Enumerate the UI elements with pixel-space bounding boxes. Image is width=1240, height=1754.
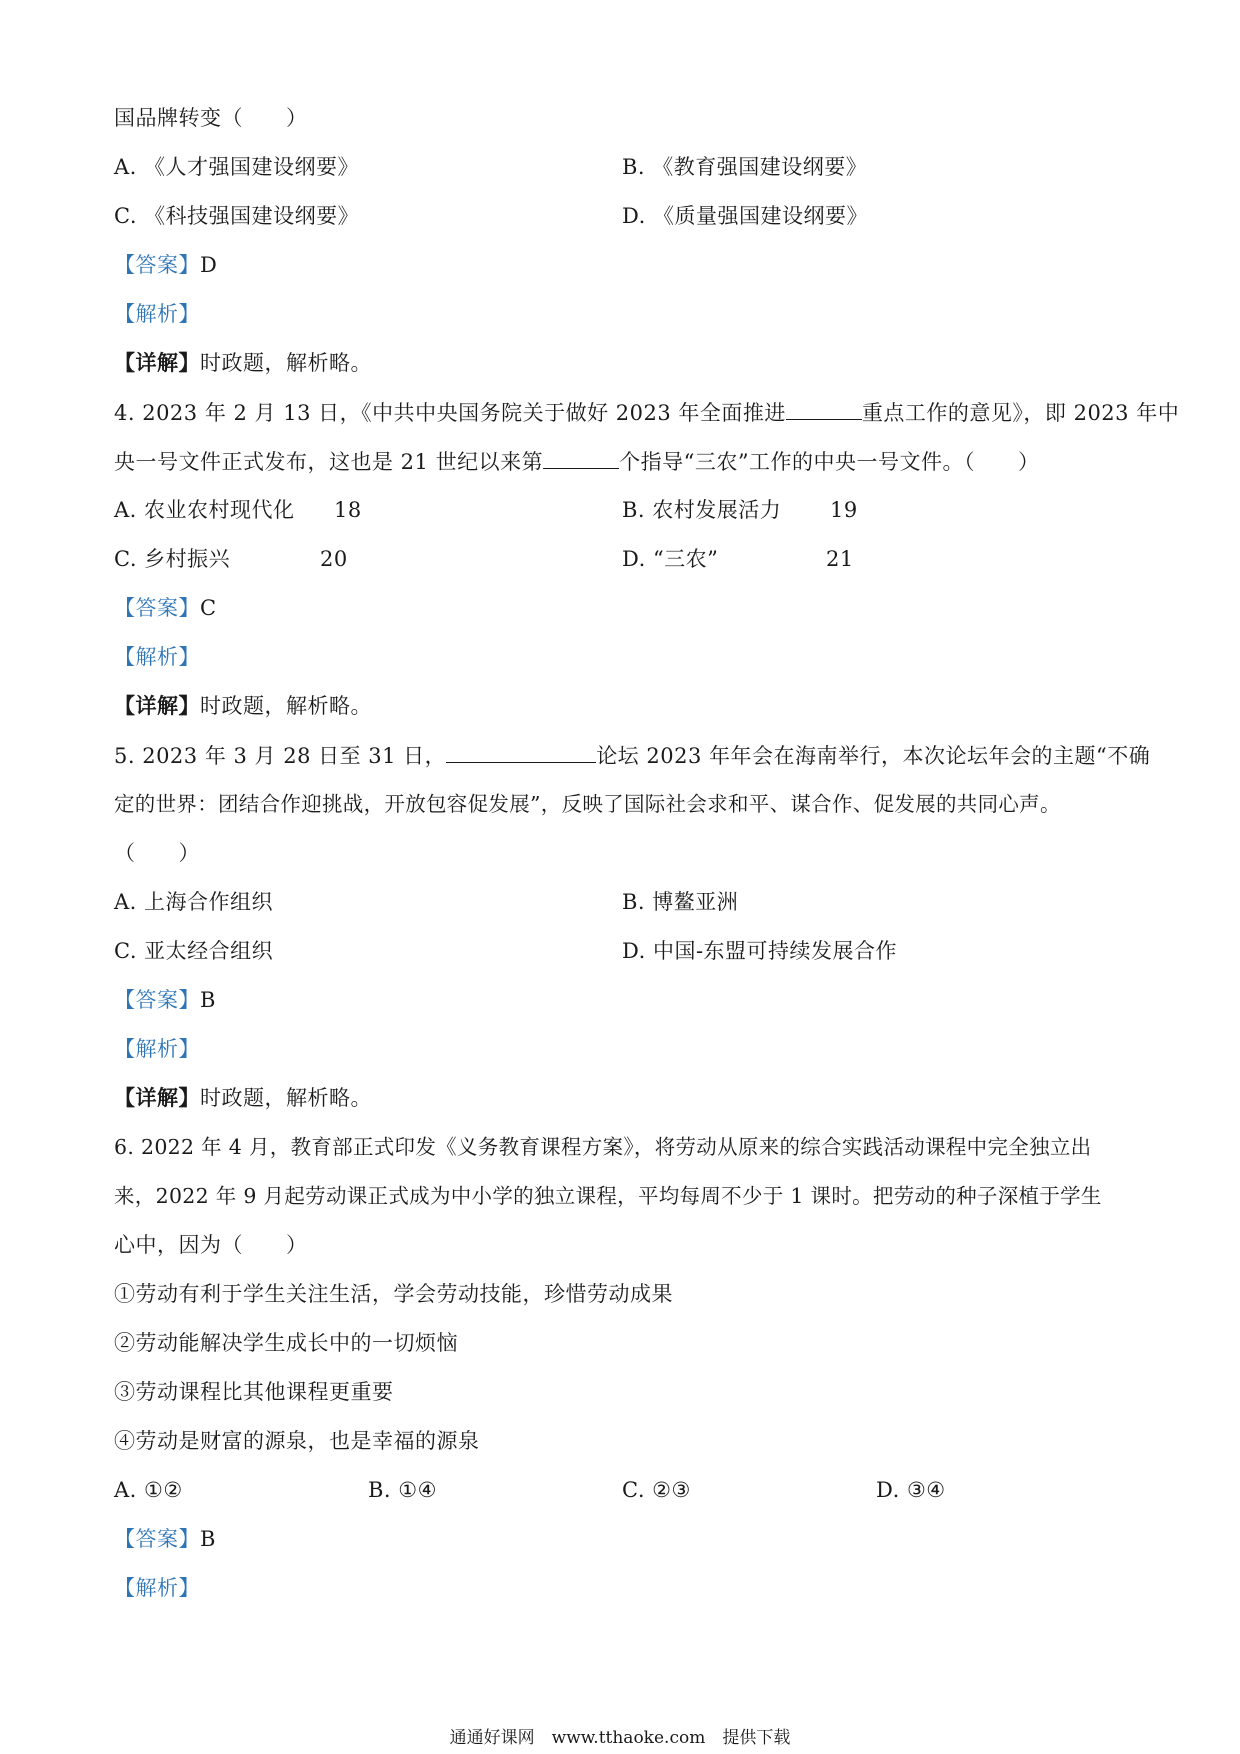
q5-stem-line1	[114, 740, 1150, 771]
q3-stem-tail: 国品牌转变（ ）	[114, 106, 308, 130]
q4-option-d: D. “三农”	[622, 547, 719, 571]
q4-stem-line1	[114, 397, 1179, 428]
detail-label: 【详解】	[114, 1085, 200, 1110]
q6-statement-2: ②劳动能解决学生成长中的一切烦恼	[114, 1331, 458, 1355]
q5-stem-part: 5. 2023 年 3 月 28 日至 31 日，	[114, 744, 447, 768]
q6-option-a: A. ①②	[114, 1478, 183, 1502]
q4-option-b: B. 农村发展活力	[622, 498, 782, 522]
q6-statement-1: ①劳动有利于学生关注生活，学会劳动技能，珍惜劳动成果	[114, 1282, 673, 1306]
q6-option-c: C. ②③	[622, 1478, 691, 1502]
q5-option-a: A. 上海合作组织	[114, 890, 274, 914]
q5-stem-line3: （ ）	[114, 841, 200, 865]
answer-label: 【答案】	[114, 988, 200, 1012]
q5-detail	[114, 1083, 372, 1113]
q3-analysis	[114, 299, 200, 329]
detail-text: 时政题，解析略。	[200, 1086, 372, 1110]
q3-answer	[114, 250, 217, 280]
q5-stem-line2: 定的世界：团结合作迎挑战，开放包容促发展”，反映了国际社会求和平、谋合作、促发展的共同心声。	[114, 792, 1061, 816]
q4-option-a	[114, 495, 295, 525]
detail-label: 【详解】	[114, 693, 200, 718]
answer-value: C	[200, 596, 217, 620]
q6-stem-line2: 来，2022 年 9 月起劳动课正式成为中小学的独立课程，平均每周不少于 1 课时。把劳动的种子深植于学生	[114, 1184, 1102, 1208]
q6-stem-line1: 6. 2022 年 4 月，教育部正式印发《义务教育课程方案》，将劳动从原来的综合实践活动课程中完全独立出	[114, 1135, 1092, 1159]
answer-label: 【答案】	[114, 253, 200, 277]
q6-analysis	[114, 1573, 200, 1603]
answer-value: B	[200, 1527, 216, 1551]
q3-option-a: A. 《人才强国建设纲要》	[114, 155, 360, 179]
q4-option-a-number: 18	[334, 498, 362, 522]
q4-answer	[114, 593, 217, 623]
q6-statement-4: ④劳动是财富的源泉，也是幸福的源泉	[114, 1429, 480, 1453]
q4-stem-part: 重点工作的意见》，即 2023 年中	[861, 401, 1180, 425]
q6-option-d: D. ③④	[876, 1478, 946, 1502]
q3-detail	[114, 348, 372, 378]
q4-stem-part: 4. 2023 年 2 月 13 日，《中共中央国务院关于做好 2023 年全面推进	[114, 401, 786, 425]
q4-stem-part: 央一号文件正式发布，这也是 21 世纪以来第	[114, 450, 544, 474]
option-text: A. 农业农村现代化	[114, 498, 295, 522]
detail-text: 时政题，解析略。	[200, 694, 372, 718]
answer-value: B	[200, 988, 216, 1012]
detail-text: 时政题，解析略。	[200, 351, 372, 375]
analysis-label: 【解析】	[114, 302, 200, 326]
q4-option-d-number: 21	[826, 547, 854, 571]
q5-option-c: C. 亚太经合组织	[114, 939, 274, 963]
answer-label: 【答案】	[114, 596, 200, 620]
answer-label: 【答案】	[114, 1527, 200, 1551]
fill-blank	[446, 740, 596, 763]
detail-label: 【详解】	[114, 350, 200, 375]
q5-stem-part: 论坛 2023 年年会在海南举行，本次论坛年会的主题“不确	[596, 744, 1151, 768]
q6-statement-3: ③劳动课程比其他课程更重要	[114, 1380, 394, 1404]
q5-answer	[114, 985, 216, 1015]
q4-analysis	[114, 642, 200, 672]
fill-blank	[786, 397, 862, 420]
q6-answer	[114, 1524, 216, 1554]
q3-option-c: C. 《科技强国建设纲要》	[114, 204, 360, 228]
analysis-label: 【解析】	[114, 1037, 200, 1061]
fill-blank	[543, 446, 619, 469]
q3-option-d: D. 《质量强国建设纲要》	[622, 204, 868, 228]
page-footer: 通通好课网 www.tthaoke.com 提供下载	[449, 1728, 791, 1748]
answer-value: D	[200, 253, 218, 277]
q4-detail	[114, 691, 372, 721]
q6-option-b: B. ①④	[368, 1478, 437, 1502]
q6-stem-line3: 心中，因为（ ）	[114, 1233, 308, 1257]
q4-stem-line2	[114, 446, 1040, 477]
q4-option-b-number: 19	[830, 498, 858, 522]
q3-option-b: B. 《教育强国建设纲要》	[622, 155, 868, 179]
q4-option-c: C. 乡村振兴	[114, 547, 231, 571]
q4-stem-part: 个指导“三农”工作的中央一号文件。（ ）	[619, 450, 1040, 474]
analysis-label: 【解析】	[114, 645, 200, 669]
q5-option-d: D. 中国-东盟可持续发展合作	[622, 939, 898, 963]
analysis-label: 【解析】	[114, 1576, 200, 1600]
q5-option-b: B. 博鳌亚洲	[622, 890, 739, 914]
q4-option-c-number: 20	[320, 547, 348, 571]
q5-analysis	[114, 1034, 200, 1064]
